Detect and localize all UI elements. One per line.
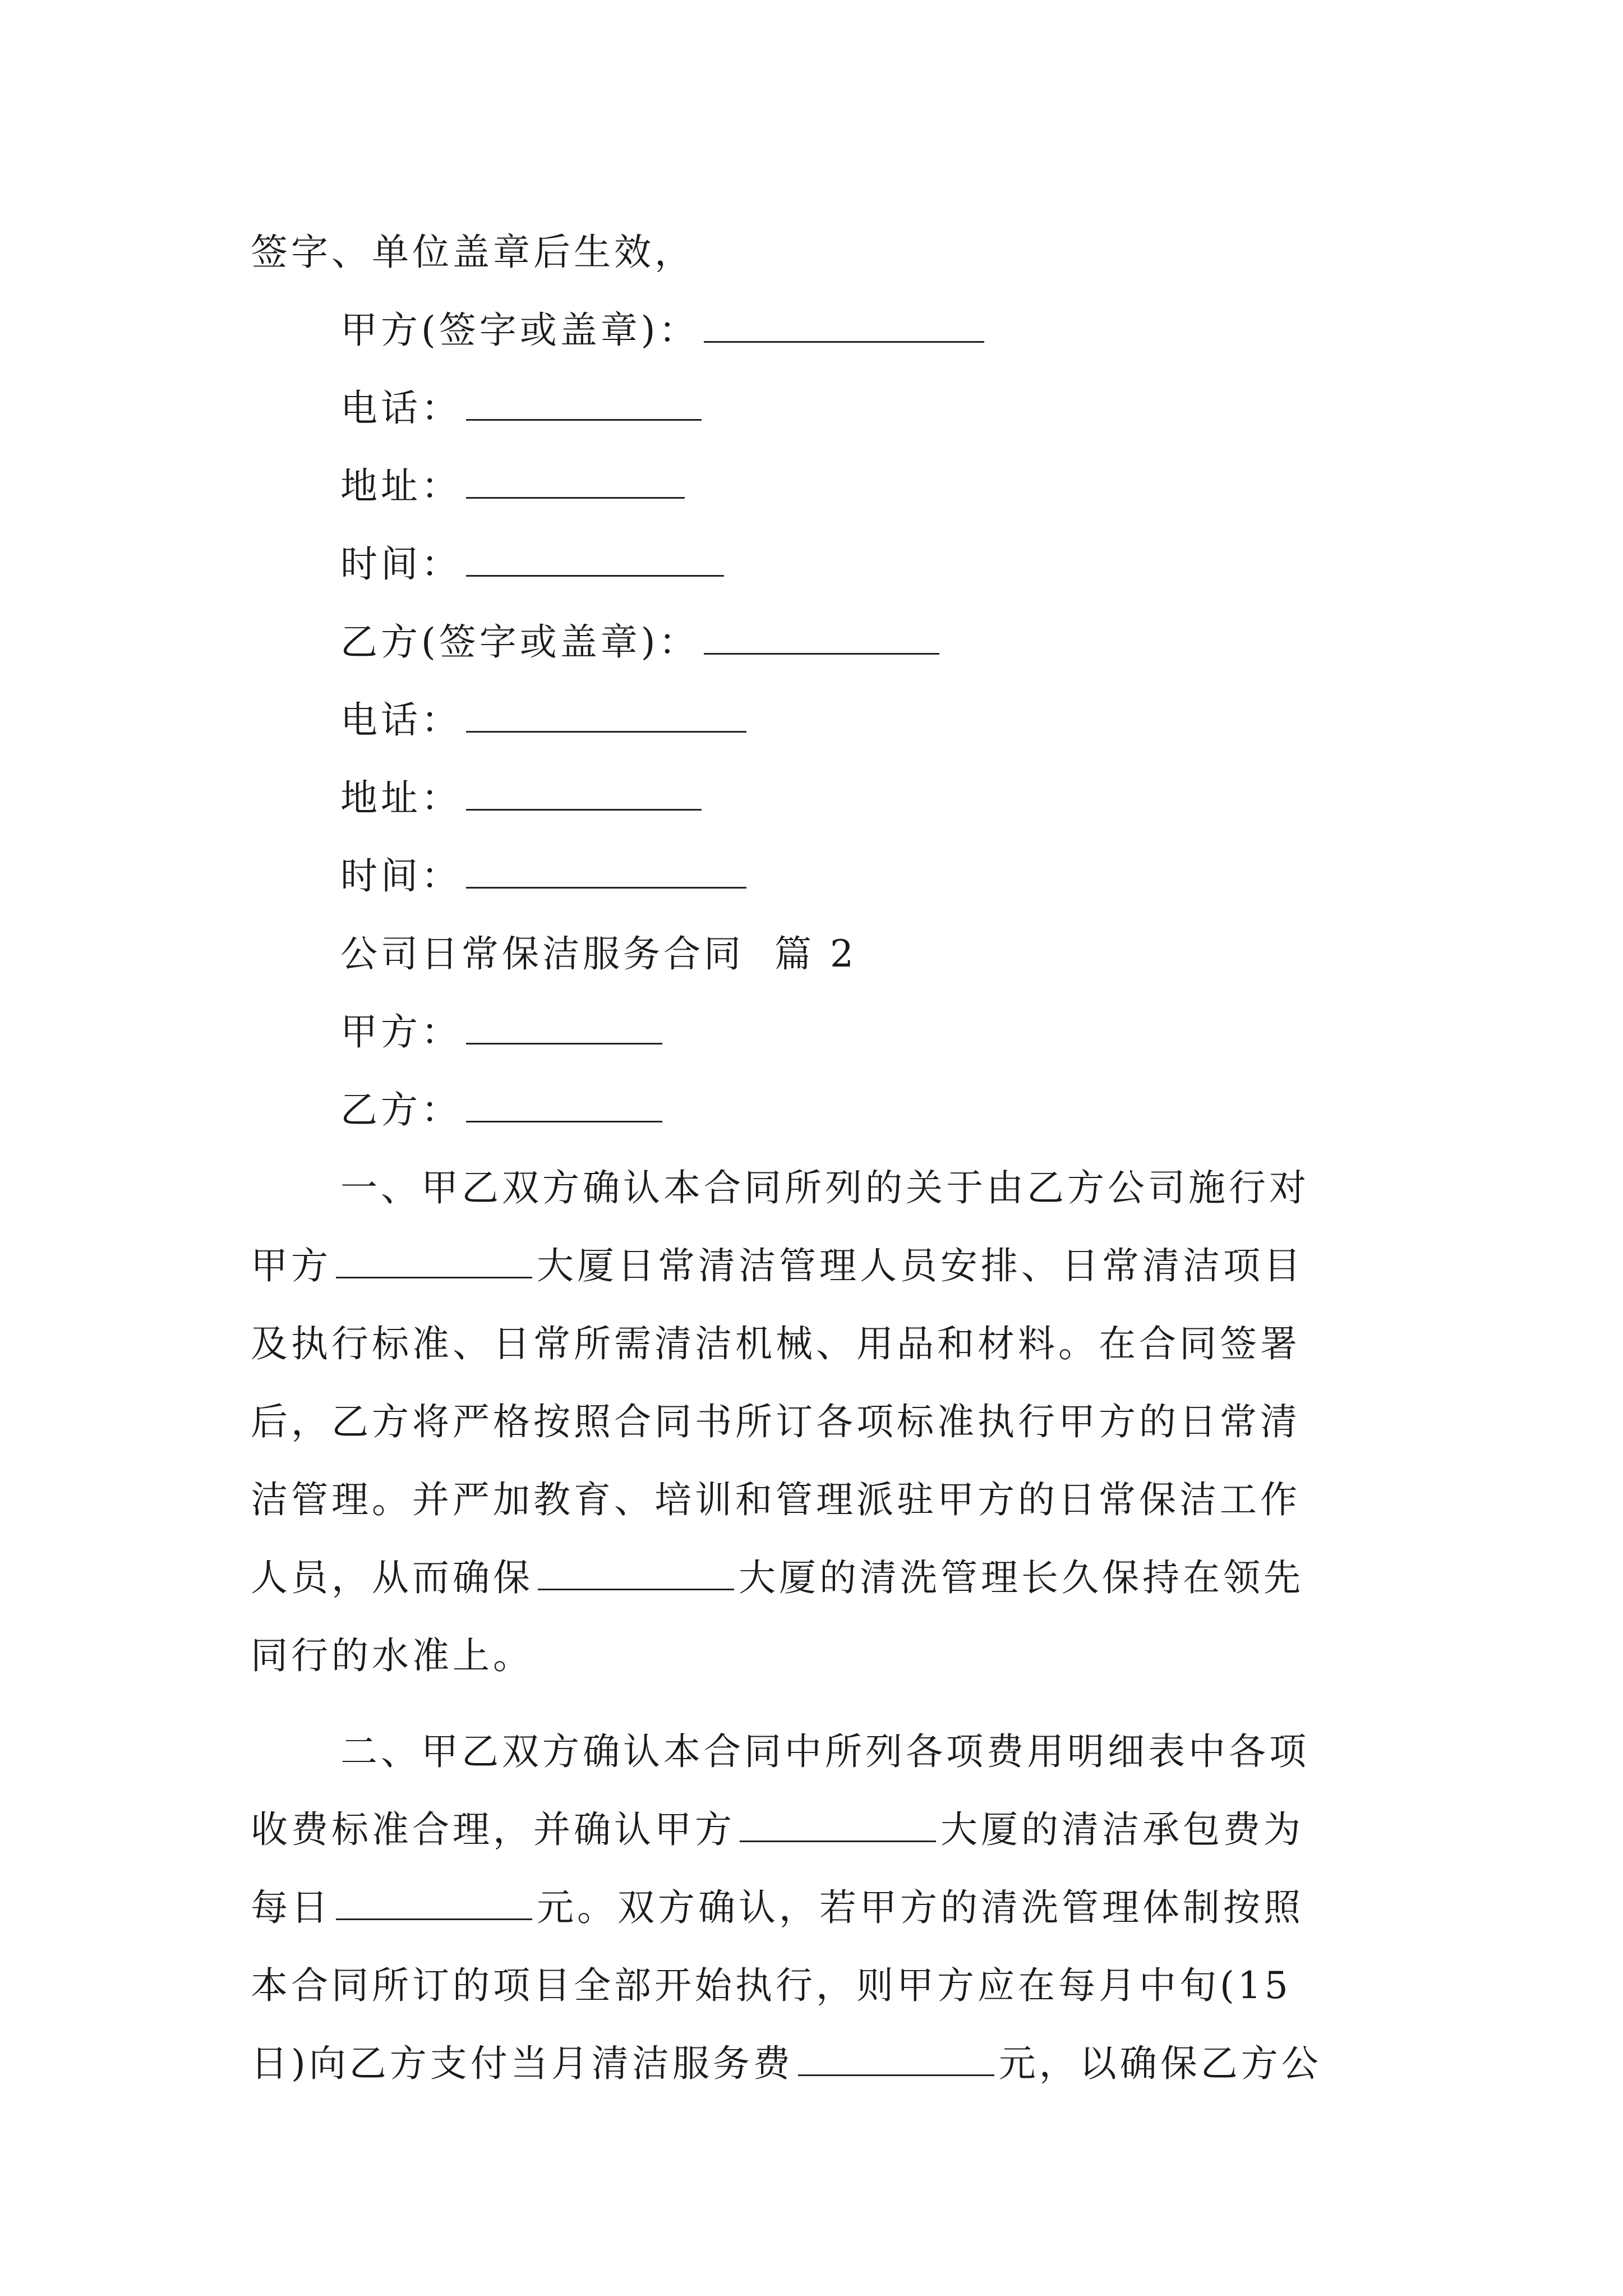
para1-text-1: 一、甲乙双方确认本合同所列的关于由乙方公司施行对 — [340, 1166, 1310, 1209]
party-b-name-label: 乙方： — [340, 1088, 462, 1131]
party-b-address-label: 地址： — [340, 776, 462, 820]
para2-text-3b: 元。双方确认，若甲方的清洗管理体制按照 — [537, 1886, 1304, 1929]
para2-text-4: 本合同所订的项目全部开始执行，则甲方应在每月中旬(15 — [251, 1964, 1292, 2007]
party-a-date-line — [251, 525, 1372, 603]
para2-text-2a: 收费标准合理，并确认甲方 — [251, 1808, 735, 1851]
para1-line-1 — [251, 1149, 1372, 1227]
para1-line-2 — [251, 1227, 1372, 1305]
para1-line-4 — [251, 1383, 1372, 1461]
para1-line-6 — [251, 1539, 1372, 1617]
para1-text-6b: 大厦的清洗管理长久保持在领先 — [739, 1556, 1304, 1599]
party-a-phone-line — [251, 369, 1372, 447]
para2-line-2 — [251, 1791, 1372, 1869]
party-a-phone-label: 电话： — [340, 386, 462, 430]
party-a-date-blank — [466, 544, 724, 577]
party-b-name-line — [251, 1071, 1372, 1149]
para2-text-3a: 每日 — [251, 1886, 331, 1929]
party-b-name-blank — [466, 1089, 662, 1122]
effect-clause-line — [251, 213, 1372, 291]
monthly-fee-blank — [798, 2043, 994, 2076]
party-b-address-blank — [466, 777, 702, 811]
party-a-signature-blank — [704, 310, 984, 343]
contract-heading-line — [251, 915, 1372, 993]
para1-line-7 — [251, 1617, 1372, 1695]
party-b-phone-blank — [466, 700, 746, 733]
effect-clause-text: 签字、单位盖章后生效， — [251, 231, 695, 274]
building-name-blank-1 — [336, 1245, 532, 1278]
party-b-signature-line — [251, 603, 1372, 681]
para2-line-4 — [251, 1947, 1372, 2024]
para2-line-3 — [251, 1869, 1372, 1947]
para1-text-3: 及执行标准、日常所需清洁机械、用品和材料。在合同签署 — [251, 1322, 1301, 1365]
contract-text — [251, 213, 1372, 2102]
party-b-date-blank — [466, 855, 746, 889]
para2-text-5b: 元，以确保乙方公 — [998, 2042, 1322, 2085]
party-a-name-line — [251, 993, 1372, 1071]
contract-heading: 公司日常保洁服务合同 篇 2 — [340, 932, 857, 976]
para2-text-2b: 大厦的清洁承包费为 — [940, 1808, 1304, 1851]
para1-text-6a: 人员，从而确保 — [251, 1556, 533, 1599]
party-b-date-line — [251, 837, 1372, 915]
para2-line-1 — [251, 1713, 1372, 1791]
daily-fee-blank — [336, 1887, 532, 1920]
para2-text-1: 二、甲乙双方确认本合同中所列各项费用明细表中各项 — [340, 1730, 1310, 1773]
para1-text-4: 后，乙方将严格按照合同书所订各项标准执行甲方的日常清 — [251, 1400, 1301, 1443]
party-a-signature-line — [251, 291, 1372, 369]
para1-text-7: 同行的水准上。 — [251, 1634, 533, 1677]
party-b-phone-label: 电话： — [340, 698, 462, 742]
party-a-name-label: 甲方： — [340, 1010, 462, 1053]
party-a-date-label: 时间： — [340, 542, 462, 586]
para1-text-5: 洁管理。并严加教育、培训和管理派驻甲方的日常保洁工作 — [251, 1478, 1301, 1521]
party-b-phone-line — [251, 681, 1372, 759]
party-a-address-line — [251, 447, 1372, 525]
party-a-phone-blank — [466, 388, 702, 421]
party-b-date-label: 时间： — [340, 854, 462, 898]
para2-text-5a: 日)向乙方支付当月清洁服务费 — [251, 2042, 794, 2085]
party-a-name-blank — [466, 1011, 662, 1045]
building-name-blank-3 — [740, 1809, 936, 1842]
party-a-address-label: 地址： — [340, 464, 462, 508]
para1-text-2b: 大厦日常清洁管理人员安排、日常清洁项目 — [537, 1244, 1304, 1287]
para2-line-5 — [251, 2024, 1372, 2102]
party-a-address-blank — [466, 466, 685, 499]
para1-line-3 — [251, 1305, 1372, 1383]
party-b-signature-label: 乙方(签字或盖章)： — [340, 620, 699, 664]
para1-line-5 — [251, 1461, 1372, 1539]
building-name-blank-2 — [538, 1557, 734, 1590]
party-a-signature-label: 甲方(签字或盖章)： — [340, 309, 699, 352]
para1-text-2a: 甲方 — [251, 1244, 331, 1287]
party-b-address-line — [251, 759, 1372, 837]
party-b-signature-blank — [704, 622, 939, 655]
